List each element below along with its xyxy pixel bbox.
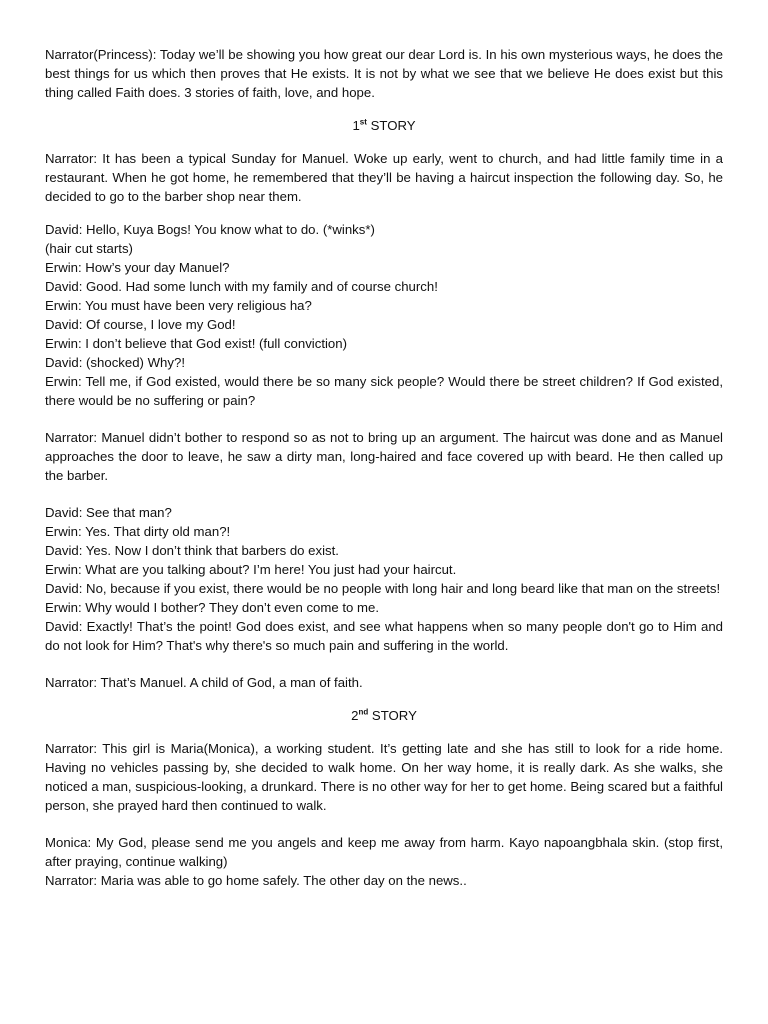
story-1-heading [45, 116, 723, 135]
dialogue-line: David: See that man? [45, 505, 172, 520]
story-2-narration-1: Narrator: This girl is Maria(Monica), a working student. It’s getting late and she has still to look for a ride home. Having no vehicles passing by, she decided to walk home. On her way home, it is really dark. As she walks, she noticed a man, suspicious-looking, a drunkard. There is no other way for her to get home. Being scared but a faithful person, she prayed hard then continued to walk. [45, 741, 723, 813]
story-1-ordinal-suffix: st [359, 117, 367, 127]
dialogue-line: (hair cut starts) [45, 241, 133, 256]
dialogue-line: David: Good. Had some lunch with my family and of course church! [45, 279, 438, 294]
story-1-heading-word: STORY [366, 118, 416, 133]
dialogue-line: David: Exactly! That’s the point! God does exist, and see what happens when so many people don't go to Him and do not look for Him? That's why there's so much pain and suffering in the world. [45, 619, 723, 653]
document-page [45, 45, 723, 890]
dialogue-line: Erwin: Yes. That dirty old man?! [45, 524, 231, 539]
dialogue-line: Erwin: I don’t believe that God exist! (full conviction) [45, 336, 347, 351]
dialogue-line: Erwin: You must have been very religious ha? [45, 298, 312, 313]
dialogue-line: David: Hello, Kuya Bogs! You know what to do. (*winks*) [45, 222, 375, 237]
story-2-heading [45, 706, 723, 725]
dialogue-line: Erwin: Tell me, if God existed, would there be so many sick people? Would there be street children? If God existed, there would be no suffering or pain? [45, 374, 723, 408]
dialogue-line: David: (shocked) Why?! [45, 355, 185, 370]
story-1-narration-1: Narrator: It has been a typical Sunday for Manuel. Woke up early, went to church, and had little family time in a restaurant. When he got home, he remembered that they’ll be having a haircut inspection the following day. So, he decided to go to the barber shop near them. [45, 151, 723, 204]
dialogue-line: Erwin: Why would I bother? They don’t even come to me. [45, 600, 380, 615]
dialogue-line: Monica: My God, please send me you angels and keep me away from harm. Kayo napoangbhala skin. (stop first, after praying, continue walking) [45, 835, 723, 869]
story-2-number: 2 [351, 708, 359, 723]
story-1-number: 1 [352, 118, 360, 133]
dialogue-line: David: Yes. Now I don’t think that barbers do exist. [45, 543, 339, 558]
dialogue-line: Erwin: How’s your day Manuel? [45, 260, 230, 275]
story-2-ordinal-suffix: nd [358, 707, 369, 717]
story-2-dialogue-1 [45, 833, 723, 890]
intro-paragraph: Narrator(Princess): Today we’ll be showing you how great our dear Lord is. In his own mysterious ways, he does the best things for us which then proves that He exists. It is not by what we see that we believe He does exist but this thing called Faith does. 3 stories of faith, love, and hope. [45, 47, 723, 100]
story-1-closing: Narrator: That’s Manuel. A child of God, a man of faith. [45, 675, 363, 690]
dialogue-line: David: Of course, I love my God! [45, 317, 236, 332]
story-1-dialogue-2 [45, 503, 723, 655]
story-1-narration-2: Narrator: Manuel didn’t bother to respond so as not to bring up an argument. The haircut was done and as Manuel approaches the door to leave, he saw a dirty man, long-haired and face covered up with beard. He then called up the barber. [45, 430, 723, 483]
story-2-heading-word: STORY [368, 708, 417, 723]
story-1-dialogue-1 [45, 220, 723, 410]
dialogue-line: Narrator: Maria was able to go home safely. The other day on the news.. [45, 873, 467, 888]
dialogue-line: Erwin: What are you talking about? I’m here! You just had your haircut. [45, 562, 457, 577]
dialogue-line: David: No, because if you exist, there would be no people with long hair and long beard like that man on the streets! [45, 581, 721, 596]
